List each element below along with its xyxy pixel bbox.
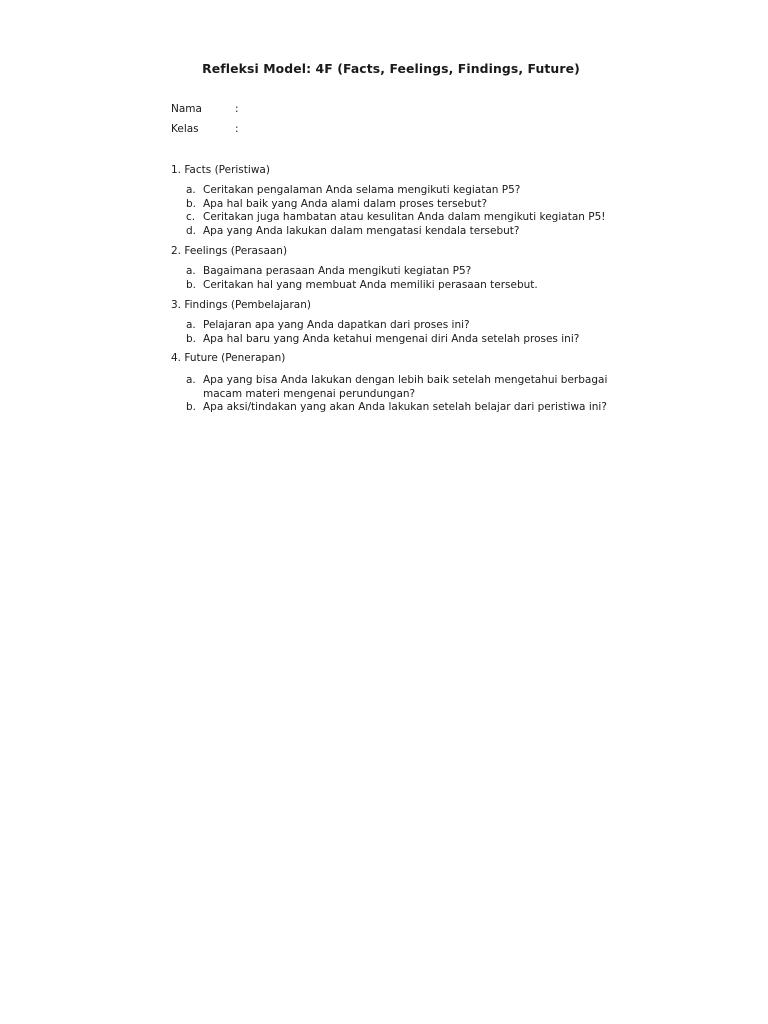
item-text: Ceritakan pengalaman Anda selama mengikuti kegiatan P5? <box>203 184 521 196</box>
item-text: Apa yang bisa Anda lakukan dengan lebih baik setelah mengetahui berbagai macam materi mengenai perundungan? <box>203 374 608 400</box>
item-text: Ceritakan juga hambatan atau kesulitan Anda dalam mengikuti kegiatan P5! <box>203 211 606 223</box>
item-letter: a. <box>186 319 196 331</box>
item-letter: b. <box>186 197 197 210</box>
item-letter: b. <box>186 401 197 413</box>
section-heading-future: 4. Future (Penerapan) <box>171 352 286 364</box>
field-kelas <box>171 123 239 135</box>
item-letter: a. <box>186 374 196 386</box>
item-text: Bagaimana perasaan Anda mengikuti kegiatan P5? <box>203 265 472 277</box>
section-heading-feelings: 2. Feelings (Perasaan) <box>171 245 288 257</box>
field-colon-kelas: : <box>235 123 239 135</box>
item-letter: b. <box>186 278 197 291</box>
field-label-kelas: Kelas <box>171 123 199 135</box>
item-text: Apa hal baik yang Anda alami dalam proses tersebut? <box>203 197 488 210</box>
field-nama <box>171 103 239 115</box>
item-text: Pelajaran apa yang Anda dapatkan dari proses ini? <box>203 319 470 331</box>
item-text: Apa aksi/tindakan yang akan Anda lakukan setelah belajar dari peristiwa ini? <box>203 401 607 413</box>
field-label-nama: Nama <box>171 103 202 115</box>
field-colon-nama: : <box>235 103 239 115</box>
item-text: Apa hal baru yang Anda ketahui mengenai diri Anda setelah proses ini? <box>203 332 580 345</box>
item-text: Ceritakan hal yang membuat Anda memiliki perasaan tersebut. <box>203 278 538 291</box>
item-text: Apa yang Anda lakukan dalam mengatasi kendala tersebut? <box>203 224 520 237</box>
document-title: Refleksi Model: 4F (Facts, Feelings, Findings, Future) <box>202 61 580 76</box>
item-letter: c. <box>186 211 196 223</box>
section-heading-findings: 3. Findings (Pembelajaran) <box>171 299 311 311</box>
item-letter: d. <box>186 224 197 237</box>
item-letter: a. <box>186 184 196 196</box>
item-letter: a. <box>186 265 196 277</box>
section-heading-facts: 1. Facts (Peristiwa) <box>171 164 270 176</box>
item-letter: b. <box>186 332 197 345</box>
